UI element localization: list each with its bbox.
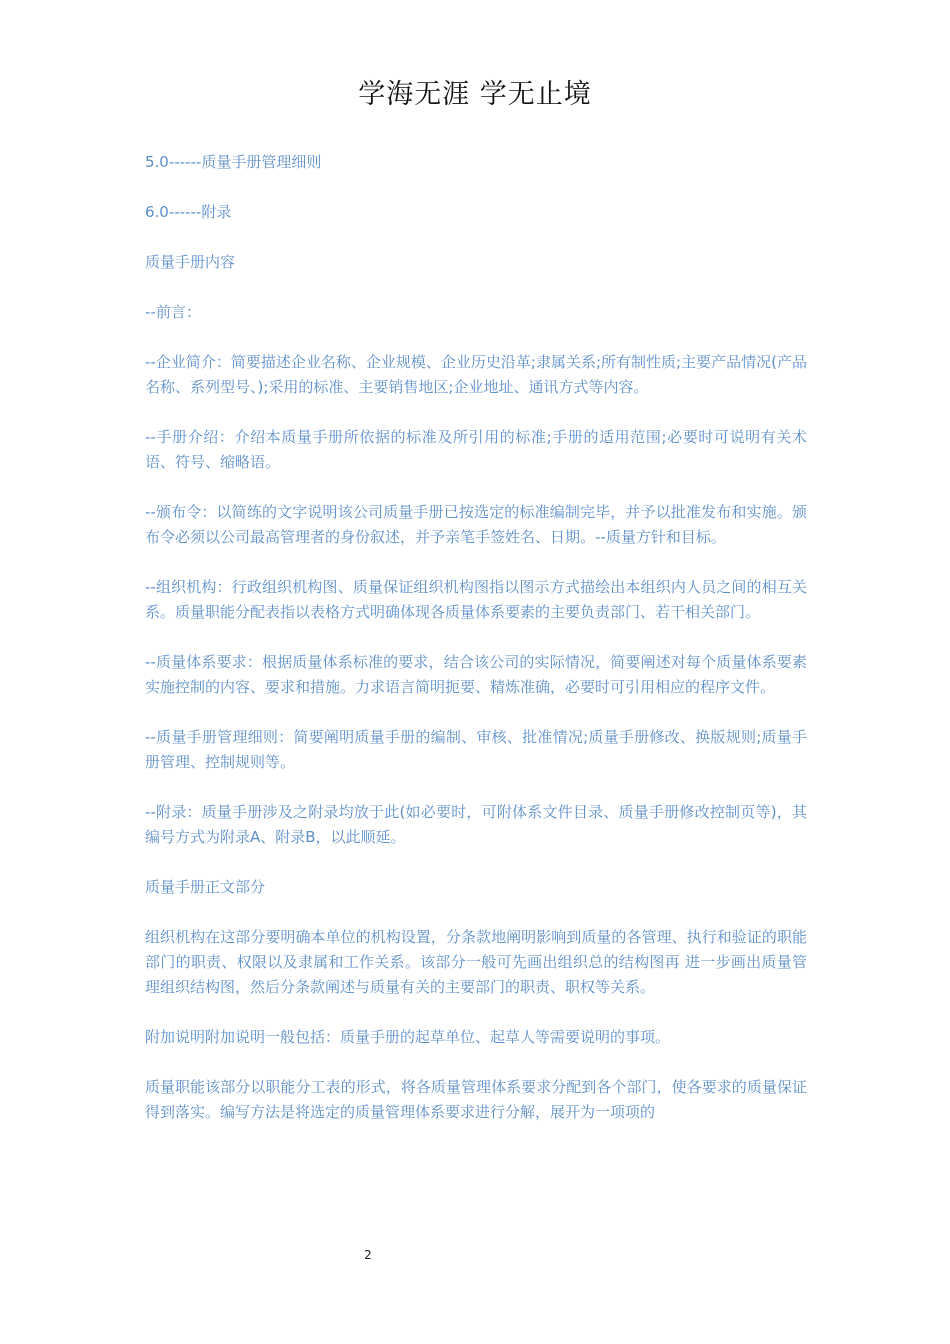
paragraph-quality-functions: 质量职能该部分以职能分工表的形式，将各质量管理体系要求分配到各个部门，使各要求的质量保证 得到落实。编写方法是将选定的质量管理体系要求进行分解，展开为一项项的: [145, 1078, 807, 1121]
item-company-intro: --企业简介：简要描述企业名称、企业规模、企业历史沿革;隶属关系;所有制性质;主要产品情况(产品名称、系列型号、);采用的标准、主要销售地区;企业地址、通讯方式等内容。: [145, 353, 807, 396]
paragraph-additional-notes: 附加说明附加说明一般包括：质量手册的起草单位、起草人等需要说明的事项。: [145, 1028, 671, 1046]
item-quality-system-requirements: --质量体系要求：根据质量体系标准的要求，结合该公司的实际情况，简要阐述对每个质量体系要素实施控制的内容、要求和措施。力求语言简明扼要、精炼准确，必要时可引用相应的程序文件。: [145, 653, 807, 696]
section-heading-6: 6.0------附录: [145, 203, 232, 221]
item-promulgation: --颁布令：以简练的文字说明该公司质量手册已按选定的标准编制完毕，并予以批准发布和实施。颁布令必须以公司最高管理者的身份叙述，并予亲笔手签姓名、日期。--质量方针和目标。: [145, 503, 807, 546]
document-body: [145, 150, 807, 1150]
subheading-main-body: 质量手册正文部分: [145, 878, 266, 896]
item-manual-intro: --手册介绍：介绍本质量手册所依据的标准及所引用的标准;手册的适用范围;必要时可说明有关术语、符号、缩略语。: [145, 428, 807, 471]
section-heading-5: 5.0------质量手册管理细则: [145, 153, 322, 171]
subheading-manual-contents: 质量手册内容: [145, 253, 236, 271]
page-header-title: 学海无涯 学无止境: [358, 79, 592, 110]
paragraph-organization-structure: 组织机构在这部分要明确本单位的机构设置，分条款地阐明影响到质量的各管理、执行和验证的职能部门的职责、权限以及隶属和工作关系。该部分一般可先画出组织总的结构图再 进一步画出质量管理组织结构图，然后分条款阐述与质量有关的主要部门的职责、职权等关系。: [145, 928, 807, 996]
page-number: 2: [364, 1248, 372, 1262]
item-appendix: --附录：质量手册涉及之附录均放于此(如必要时，可附体系文件目录、质量手册修改控制页等)，其编号方式为附录A、附录B，以此顺延。: [145, 803, 807, 846]
item-organization: --组织机构：行政组织机构图、质量保证组织机构图指以图示方式描绘出本组织内人员之间的相互关系。质量职能分配表指以表格方式明确体现各质量体系要素的主要负责部门、若干相关部门。: [145, 578, 807, 621]
item-preface: --前言：: [145, 303, 201, 321]
item-manual-management-rules: --质量手册管理细则：简要阐明质量手册的编制、审核、批准情况;质量手册修改、换版规则;质量手册管理、控制规则等。: [145, 728, 807, 771]
